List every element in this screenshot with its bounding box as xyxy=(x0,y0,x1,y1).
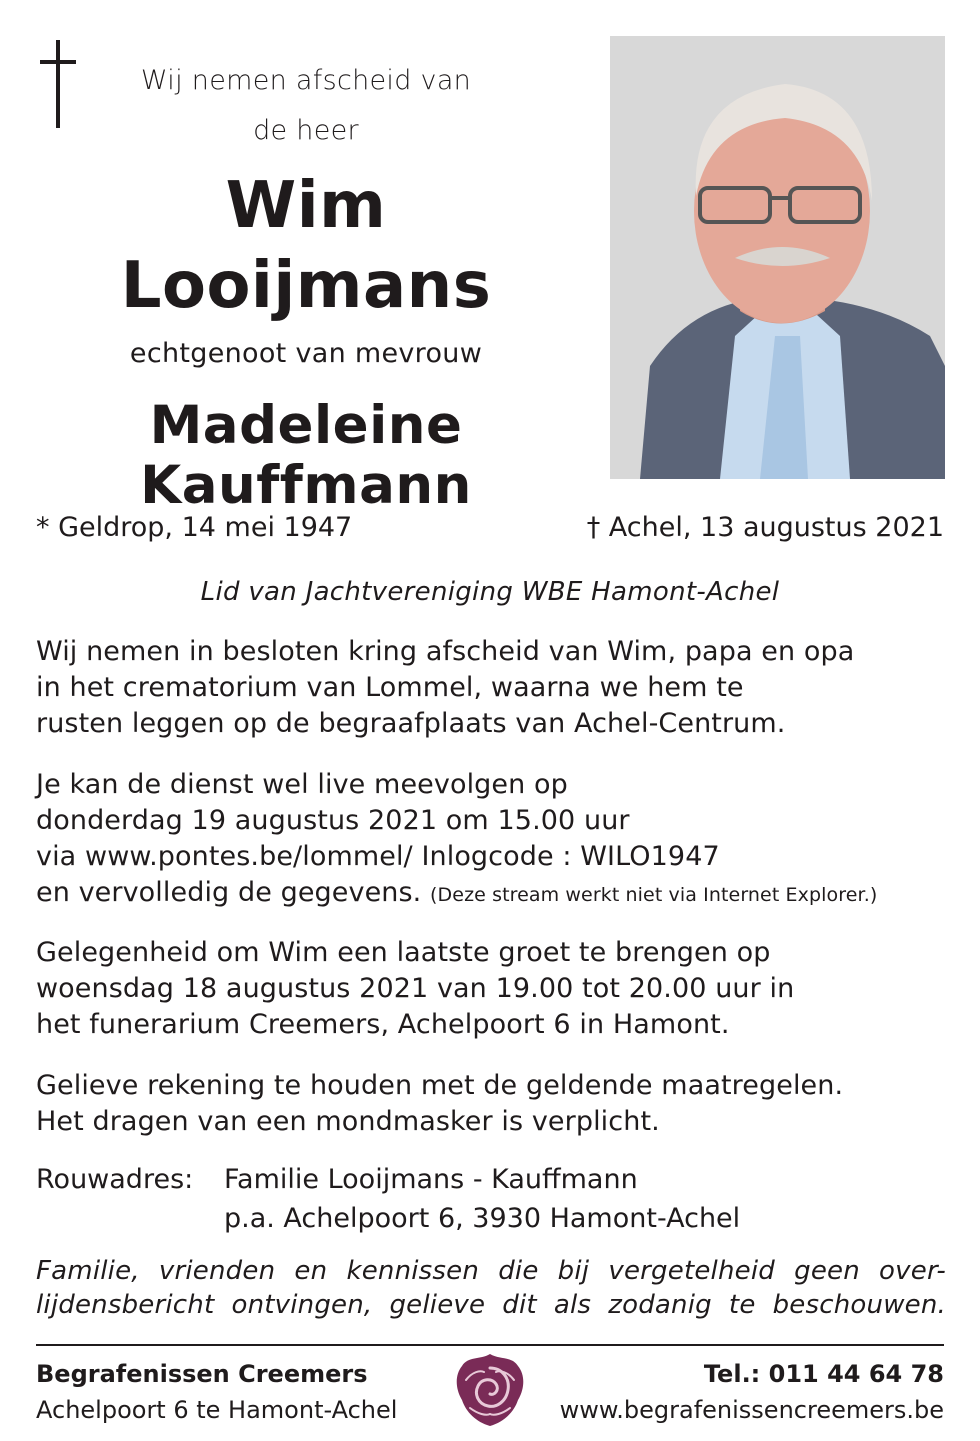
footer-divider xyxy=(36,1344,944,1346)
website-link[interactable]: www.begrafenissencreemers.be xyxy=(559,1396,944,1424)
address-line-1: Familie Looijmans - Kauffmann xyxy=(224,1164,638,1195)
paragraph-text: en vervolledig de gegevens. xyxy=(36,877,422,908)
paragraph-line xyxy=(36,875,948,913)
announcement-header xyxy=(36,56,576,516)
portrait-photo xyxy=(610,36,945,479)
rose-logo-icon xyxy=(452,1350,528,1430)
spouse-first-name: Madeleine xyxy=(149,395,463,456)
spouse-last-name: Kauffmann xyxy=(140,455,472,516)
address-line-2: p.a. Achelpoort 6, 3930 Hamont-Achel xyxy=(224,1203,741,1234)
paragraph-line: rusten leggen op de begraafplaats van Achel-Centrum. xyxy=(36,708,786,739)
paragraph-line: via www.pontes.be/lommel/ Inlogcode : WILO1947 xyxy=(36,841,720,872)
spouse-intro: echtgenoot van mevrouw xyxy=(129,338,483,369)
phone-number: Tel.: 011 44 64 78 xyxy=(703,1360,944,1388)
deceased-name: Wim Looijmans xyxy=(120,169,492,323)
paragraph-line: het funerarium Creemers, Achelpoort 6 in Hamont. xyxy=(36,1009,730,1040)
paragraph-visitation xyxy=(36,935,948,1043)
portrait-illustration xyxy=(610,36,945,479)
paragraph-line: Gelieve rekening te houden met de geldende maatregelen. xyxy=(36,1070,844,1101)
closing-note xyxy=(36,1254,946,1322)
company-address: Achelpoort 6 te Hamont-Achel xyxy=(36,1396,398,1424)
browser-note: (Deze stream werkt niet via Internet Explorer.) xyxy=(430,884,878,906)
membership-line: Lid van Jachtvereniging WBE Hamont-Achel xyxy=(200,577,780,607)
closing-line-1: Familie, vrienden en kennissen die bij vergetelheid geen over- xyxy=(36,1256,946,1286)
closing-line-2: lijdensbericht ontvingen, gelieve dit als zodanig te beschouwen. xyxy=(36,1290,946,1320)
paragraph-line: Wij nemen in besloten kring afscheid van Wim, papa en opa xyxy=(36,636,855,667)
paragraph-line: Je kan de dienst wel live meevolgen op xyxy=(36,769,568,800)
paragraph-line: in het crematorium van Lommel, waarna we hem te xyxy=(36,672,744,703)
paragraph-measures xyxy=(36,1068,948,1140)
footer-contact xyxy=(560,1356,944,1428)
paragraph-line: donderdag 19 augustus 2021 om 15.00 uur xyxy=(36,805,630,836)
address-lines xyxy=(224,1160,824,1238)
intro-line-2: de heer xyxy=(253,115,359,146)
death-date: † Achel, 13 augustus 2021 xyxy=(586,512,944,543)
paragraph-farewell xyxy=(36,634,948,742)
footer-company xyxy=(36,1356,397,1428)
paragraph-line: Het dragen van een mondmasker is verplicht. xyxy=(36,1106,660,1137)
intro-line-1: Wij nemen afscheid van xyxy=(140,65,472,96)
company-name: Begrafenissen Creemers xyxy=(36,1360,368,1388)
birth-date: * Geldrop, 14 mei 1947 xyxy=(36,512,353,543)
paragraph-line: Gelegenheid om Wim een laatste groet te brengen op xyxy=(36,937,771,968)
paragraph-livestream xyxy=(36,767,948,913)
paragraph-line: woensdag 18 augustus 2021 van 19.00 tot 20.00 uur in xyxy=(36,973,795,1004)
address-label: Rouwadres: xyxy=(36,1164,194,1195)
